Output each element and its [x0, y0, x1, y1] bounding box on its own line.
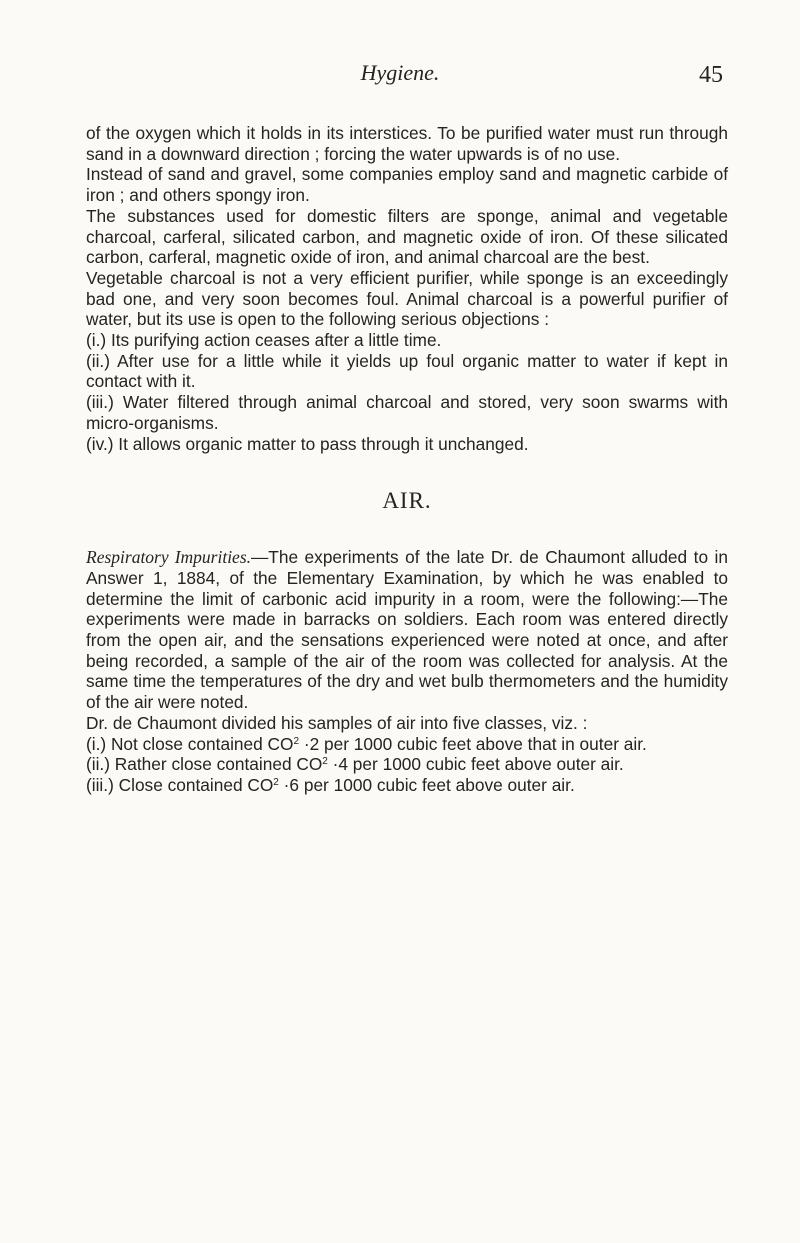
- class-item: (iii.) Close contained $CO^2 \cdot 6$ per 1000 cubic feet above outer air.: [86, 774, 575, 795]
- objection-item: (iv.) It allows organic matter to pass through it unchanged.: [86, 433, 529, 454]
- paragraph-oxygen: of the oxygen which it holds in its interstices. To be purified water must run through sand in a downward direction ; forcing the water upwards is of no use.: [86, 123, 728, 164]
- class-item: (ii.) Rather close contained $CO^2 \cdot 4$ per 1000 cubic feet above outer air.: [86, 754, 624, 775]
- paragraph-respiratory-impurities: [86, 547, 728, 713]
- running-title: Hygiene.: [360, 60, 440, 85]
- paragraph-sand-substitutes: Instead of sand and gravel, some companies employ sand and magnetic carbide of iron ; and others spongy iron.: [86, 164, 728, 206]
- paragraph-filter-substances: The substances used for domestic filters are sponge, animal and vegetable charcoal, carferal, silicated carbon, and magnetic oxide of iron. Of these silicated carbon, carferal, magnetic oxide of iron, and animal charcoal are the best.: [86, 205, 728, 268]
- run-in-heading: Respiratory Impurities.: [86, 547, 252, 568]
- paragraph-charcoal: Vegetable charcoal is not a very efficient purifier, while sponge is an exceedingly bad one, and very soon becomes foul. Animal charcoal is a powerful purifier of water, but its use is open to the following serious objections :: [86, 267, 728, 330]
- section-heading-air: AIR.: [382, 488, 432, 514]
- objection-item: (iii.) Water filtered through animal charcoal and stored, very soon swarms with micro-organisms.: [86, 392, 728, 433]
- body-text: [86, 123, 728, 796]
- page-number: 45: [699, 62, 723, 88]
- class-item: (i.) Not close contained $CO^2 \cdot 2$ per 1000 cubic feet above that in outer air.: [86, 733, 647, 754]
- running-head: [0, 60, 800, 94]
- paragraph-classes-intro: Dr. de Chaumont divided his samples of air into five classes, viz. :: [86, 712, 588, 733]
- objection-item: (ii.) After use for a little while it yields up foul organic matter to water if kept in contact with it.: [86, 350, 728, 392]
- objection-item: (i.) Its purifying action ceases after a little time.: [86, 330, 442, 351]
- respiratory-text: —The experiments of the late Dr. de Chaumont alluded to in Answer 1, 1884, of the Elementary Examination, by which he was enabled to determine the limit of carbonic acid impurity in a room, were the following:—The experiments were made in barracks on soldiers. Each room was entered directly from the open air, and the sensations experienced were noted at once, and after being recorded, a sample of the air of the room was collected for analysis. At the same time the temperatures of the dry and wet bulb thermometers and the humidity of the air were noted.: [86, 547, 728, 713]
